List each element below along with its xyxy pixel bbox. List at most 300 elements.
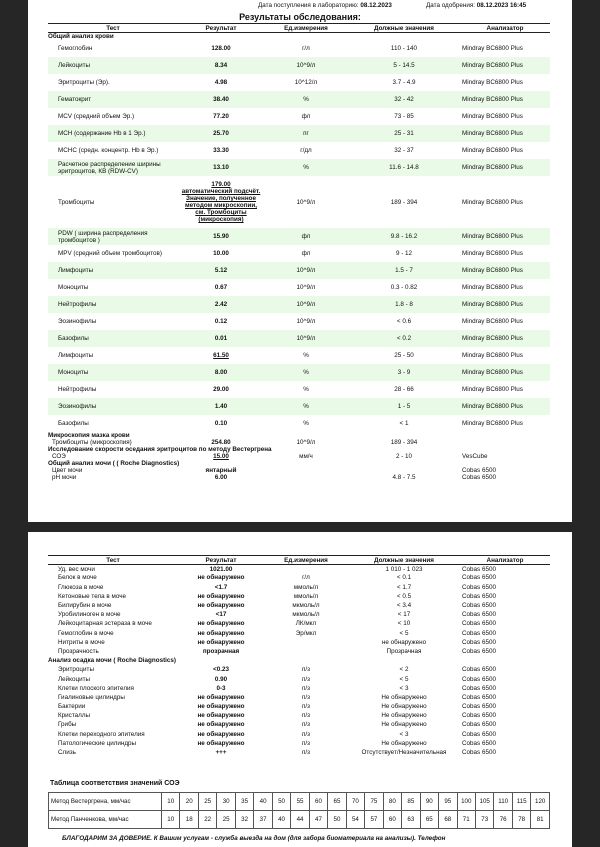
cell-unit: 10^9/л [296,198,316,206]
cell-result: не обнаружено [197,721,245,729]
cell-unit: % [264,364,348,381]
result-row [48,40,550,57]
section-title: Анализ осадка мочи ( Roche Diagnostics) [48,657,177,665]
cell-unit: п/з [301,684,311,692]
cell-result: 13.10 [178,159,264,176]
esr-westergren-cell: 55 [291,793,309,811]
result-row [48,684,550,693]
report-page-1 [28,0,572,522]
cell-unit: ммоль/л [293,592,319,600]
esr-panchenkov-cell: 25 [217,811,235,829]
cell-unit: 10^9/л [296,318,316,325]
esr-westergren-cell: 100 [457,793,475,811]
cell-unit [264,467,348,474]
cell-unit: фл [301,250,311,257]
esr-westergren-cell: 30 [217,793,235,811]
esr-panchenkov-label: Метод Панченкова, мм/час [49,811,162,829]
cell-result: 10.00 [213,250,229,257]
cell-norm: Не обнаружено [381,721,427,729]
result-row [48,638,550,647]
cell-result: не обнаружено [197,712,245,720]
esr-westergren-cell: 25 [198,793,216,811]
cell-unit: фл [264,228,348,245]
cell-test: Лейкоцитарная эстераза в моче [58,620,152,628]
cell-result: 8.34 [178,57,264,74]
cell-test: Лимфоциты [58,352,94,359]
cell-norm: 110 - 140 [390,45,418,52]
result-row [48,279,550,296]
cell-unit: 10^9/л [264,262,348,279]
cell-test: MPV (средний объем тромбоцитов) [58,250,162,257]
cell-norm: 32 - 42 [348,91,460,108]
esr-westergren-cell: 60 [309,793,327,811]
result-row [48,601,550,610]
cell-test: PDW ( ширина распределения тромбоцитов ) [48,228,178,245]
cell-test: Гиалиновые цилиндры [58,693,125,701]
column-header-test: Тест [48,24,178,33]
esr-westergren-cell: 20 [180,793,198,811]
esr-westergren-cell: 80 [383,793,401,811]
result-row [48,108,550,125]
cell-norm: 3.7 - 4.9 [392,79,416,86]
cell-analyzer: Cobas 6500 [462,647,496,655]
cell-analyzer: Cobas 6500 [462,611,496,619]
esr-panchenkov-cell: 78 [512,811,530,829]
cell-norm: < 3.4 [396,602,412,610]
section-title: Общий анализ мочи ( ( Roche Diagnostics) [48,460,180,467]
cell-analyzer: Mindray BC6800 Plus [462,284,523,291]
cell-unit [264,474,348,481]
result-row [48,313,550,330]
cell-analyzer: Cobas 6500 [462,620,496,628]
cell-analyzer: Cobas 6500 [462,629,496,637]
cell-test: Лейкоциты [58,675,91,683]
section-title: Исследование скорости оседания эритроцитов по методу Вестергрена [48,446,272,453]
cell-unit: % [303,420,309,427]
cell-norm: 9 - 12 [395,250,413,257]
cell-norm: Не обнаружено [381,703,427,711]
cell-test: Белок в моче [58,574,97,582]
cell-unit: г/дл [300,147,312,154]
cell-analyzer: Cobas 6500 [462,602,496,610]
result-row [48,398,550,415]
cell-analyzer: Cobas 6500 [462,684,496,692]
esr-panchenkov-cell: 65 [420,811,438,829]
cell-test: pH мочи [52,474,77,481]
report-header [28,2,572,12]
cell-result: 0.67 [214,284,228,291]
cell-test: Нейтрофилы [58,386,97,393]
cell-norm: < 2 [399,666,409,674]
received-date: Дата поступления в лабораторию: 08.12.2023 [258,2,392,9]
section-smear [48,432,550,439]
cell-test: Базофилы [58,420,89,427]
cell-unit: 10^9/л [264,296,348,313]
cell-result: 77.20 [213,113,229,120]
cell-norm: 189 - 394 [390,439,418,446]
result-row [48,245,550,262]
cell-unit: п/з [301,721,311,729]
result-row [48,74,550,91]
result-row [48,228,550,245]
result-row [48,666,550,675]
cell-test: Эритроциты [58,666,94,674]
cell-result: <1.7 [214,583,228,591]
cell-unit: г/л [302,45,310,52]
esr-panchenkov-cell: 57 [365,811,383,829]
cell-result: 1.40 [178,398,264,415]
esr-westergren-cell: 120 [531,793,550,811]
cell-test: Тромбоциты [58,198,95,206]
cell-result: не обнаружено [197,574,245,582]
cell-unit: % [264,398,348,415]
cell-norm: 9.8 - 16.2 [348,228,460,245]
cell-test: Клетки плоского эпителия [58,684,134,692]
cell-unit: п/з [301,739,311,747]
section-blood [48,33,550,41]
cell-unit: % [303,352,309,359]
cell-unit: 10^9/л [296,439,316,446]
esr-panchenkov-cell: 47 [309,811,327,829]
cell-analyzer: Mindray BC6800 Plus [460,398,550,415]
esr-panchenkov-cell: 71 [457,811,475,829]
footer-note: БЛАГОДАРИМ ЗА ДОВЕРИЕ. К Вашим услугам - служба выезда на дом (для забора биоматериала на анализы). Телефон [62,835,446,842]
cell-result: 15.90 [178,228,264,245]
cell-test: Эритроциты (Эр). [58,79,110,86]
cell-test: Уд. вес мочи [58,565,95,573]
cell-unit: ммоль/л [293,583,319,591]
cell-test: Бактерии [58,703,86,711]
esr-panchenkov-cell: 44 [291,811,309,829]
cell-analyzer: Mindray BC6800 Plus [460,159,550,176]
result-row [48,712,550,721]
cell-test: Гемоглобин в моче [58,629,114,637]
cell-analyzer: Cobas 6500 [462,675,496,683]
cell-result: 0.01 [178,330,264,347]
result-row [48,647,550,656]
cell-result: 61.50 [213,352,229,359]
cell-unit: пг [264,125,348,142]
cell-result: +++ [215,749,227,757]
cell-test: Тромбоциты (микроскопия) [52,439,132,446]
cell-norm: < 0.2 [348,330,460,347]
cell-test: Прозрачность [58,647,99,655]
cell-analyzer: Mindray BC6800 Plus [462,386,523,393]
cell-unit: мкмоль/л [292,611,320,619]
result-row [48,467,550,474]
cell-analyzer: Cobas 6500 [462,730,496,738]
cell-norm: 3 - 9 [348,364,460,381]
cell-analyzer: Mindray BC6800 Plus [462,79,523,86]
result-row [48,703,550,712]
cell-analyzer: Cobas 6500 [462,592,496,600]
cell-unit: фл [301,113,311,120]
cell-unit: 10^9/л [296,284,316,291]
column-header-result: Результат [178,24,264,33]
urine-results-table [48,555,550,758]
result-row-esr [48,453,550,460]
cell-test: СОЭ [52,453,66,460]
cell-test: Лейкоциты [48,57,178,74]
result-row [48,574,550,583]
cell-result: не обнаружено [197,703,245,711]
cell-unit: % [303,386,309,393]
cell-analyzer: Cobas 6500 [462,467,496,474]
cell-result: не обнаружено [197,620,245,628]
cell-test: Глюкоза в моче [58,583,104,591]
cell-test: Грибы [58,721,77,729]
cell-norm: Прозрачная [386,647,422,655]
cell-unit: п/з [301,675,311,683]
cell-norm: < 3 [399,684,409,692]
cell-test: Эозинофилы [48,398,178,415]
cell-norm: < 0.5 [396,592,412,600]
cell-analyzer: Mindray BC6800 Plus [460,125,550,142]
cell-test: Патологические цилиндры [58,739,137,747]
esr-westergren-cell: 85 [402,793,420,811]
cell-test: Цвет мочи [52,467,83,474]
esr-table-title: Таблица соответствия значений СОЭ [50,780,180,787]
cell-norm: 4.8 - 7.5 [392,474,416,481]
cell-result: 1021.00 [209,565,233,573]
cell-norm: 5 - 14.5 [348,57,460,74]
result-row [48,296,550,313]
cell-unit: п/з [301,666,311,674]
cell-unit: Эр/мкл [295,629,317,637]
section-title: Микроскопия мазка крови [48,432,130,439]
result-row [48,592,550,601]
cell-norm: 73 - 85 [394,113,414,120]
cell-norm: < 5 [399,675,409,683]
result-row [48,57,550,74]
cell-result: не обнаружено [197,602,245,610]
cell-test: Клетки переходного эпителия [58,730,145,738]
cell-analyzer: Mindray BC6800 Plus [462,420,523,427]
cell-unit: 10^9/л [264,57,348,74]
cell-analyzer: Cobas 6500 [462,721,496,729]
cell-norm: 0.3 - 0.82 [390,284,418,291]
cell-result: <0.23 [213,666,229,674]
cell-norm: 1.8 - 8 [348,296,460,313]
column-header-unit: Ед.измерения [264,556,348,565]
result-row [48,91,550,108]
section-esr [48,446,550,453]
cell-unit: г/л [302,574,310,582]
cell-test: Билирубин в моче [58,602,112,610]
cell-norm: 2 - 10 [395,453,413,460]
esr-panchenkov-cell: 60 [383,811,401,829]
section-title: Общий анализ крови [48,33,114,40]
cell-unit: % [264,91,348,108]
cell-unit: п/з [301,693,311,701]
cell-test: MCV (средний объем Эр.) [58,113,135,120]
esr-panchenkov-cell: 50 [328,811,346,829]
result-row [48,474,550,481]
cell-analyzer: Mindray BC6800 Plus [462,147,523,154]
report-page-2 [28,532,572,847]
cell-analyzer: Mindray BC6800 Plus [462,250,523,257]
result-row [48,159,550,176]
esr-westergren-cell: 70 [346,793,364,811]
result-row [48,748,550,757]
result-row [48,330,550,347]
section-sediment [48,657,550,666]
cell-test: MCH (содержание Hb в 1 Эр.) [48,125,178,142]
esr-panchenkov-cell: 37 [254,811,272,829]
cell-result: 25.70 [178,125,264,142]
cell-result: не обнаружено [197,739,245,747]
esr-westergren-cell: 105 [475,793,493,811]
cell-norm: 28 - 66 [394,386,414,393]
cell-unit: п/з [301,749,311,757]
cell-unit: п/з [301,730,311,738]
esr-westergren-cell: 35 [235,793,253,811]
esr-westergren-cell: 75 [365,793,383,811]
cell-test: Кетоновые тела в моче [58,592,126,600]
esr-panchenkov-cell: 63 [402,811,420,829]
esr-panchenkov-cell: 54 [346,811,364,829]
column-header-norm: Должные значения [348,556,460,565]
cell-analyzer: Cobas 6500 [462,574,496,582]
platelets-note: автоматический подсчёт. Значение, полученное методом микроскопии, см. Тромбоциты (микроскопия) [181,188,261,223]
result-row [48,565,550,574]
cell-result: не обнаружено [197,730,245,738]
result-row [48,583,550,592]
cell-result: 2.42 [178,296,264,313]
cell-result: 33.30 [213,147,229,154]
cell-test: Моноциты [58,284,89,291]
cell-norm: Не обнаружено [381,693,427,701]
cell-test: MCHC (средн. концентр. Hb в Эр.) [58,147,159,154]
esr-westergren-cell: 110 [494,793,512,811]
cell-norm [348,467,460,474]
cell-result: 8.00 [178,364,264,381]
cell-norm: < 1 [399,420,409,427]
cell-test: Расчетное распределение ширины эритроцитов, КВ (RDW-CV) [48,159,178,176]
esr-panchenkov-cell: 81 [531,811,550,829]
cell-analyzer: Cobas 6500 [462,749,496,757]
cell-analyzer: Cobas 6500 [462,565,496,573]
cell-unit: ЛК/мкл [295,620,317,628]
cell-result: 15.00 [213,453,229,460]
cell-analyzer: Cobas 6500 [462,583,496,591]
cell-norm: < 10 [397,620,411,628]
cell-norm: < 17 [397,611,411,619]
cell-analyzer: Cobas 6500 [462,666,496,674]
cell-analyzer: Mindray BC6800 Plus [462,352,523,359]
cell-norm: < 0.1 [396,574,412,582]
cell-test: Нейтрофилы [48,296,178,313]
cell-norm: Не обнаружено [381,712,427,720]
cell-unit: п/з [301,703,311,711]
cell-norm: 25 - 31 [348,125,460,142]
cell-analyzer: Mindray BC6800 Plus [462,318,523,325]
esr-westergren-cell: 95 [439,793,457,811]
result-row [48,347,550,364]
column-header-norm: Должные значения [348,24,460,33]
cell-result: 4.98 [214,79,228,86]
esr-westergren-cell: 115 [512,793,530,811]
cell-norm: < 3 [399,730,409,738]
column-header-test: Тест [48,556,178,565]
result-row [48,675,550,684]
cell-test: Нитриты в моче [58,638,105,646]
cell-analyzer: Mindray BC6800 Plus [460,262,550,279]
cell-test: Эозинофилы [58,318,97,325]
result-row [48,693,550,702]
cell-result: 0-3 [216,684,226,692]
cell-norm: 1 010 - 1 023 [385,565,423,573]
cell-unit [264,647,348,656]
cell-result [178,176,264,228]
cell-analyzer: Cobas 6500 [462,703,496,711]
cell-norm: < 1.7 [396,583,412,591]
result-row [48,620,550,629]
cell-analyzer: Cobas 6500 [462,474,496,481]
cell-norm: Не обнаружено [381,739,427,747]
cell-analyzer: Mindray BC6800 Plus [460,91,550,108]
cell-analyzer: VesCube [462,453,488,460]
esr-panchenkov-cell: 68 [439,811,457,829]
cell-norm: 11.6 - 14.8 [348,159,460,176]
column-header-unit: Ед.измерения [264,24,348,33]
page-title: Результаты обследования: [239,12,361,22]
cell-test: Базофилы [48,330,178,347]
cell-norm: < 0.6 [396,318,412,325]
result-row-smear [48,439,550,446]
cell-unit [264,638,348,647]
column-header-analyzer: Анализатор [460,556,550,565]
cell-analyzer: Mindray BC6800 Plus [462,45,523,52]
esr-panchenkov-cell: 18 [180,811,198,829]
cell-result: не обнаружено [197,693,245,701]
cell-result: 254.80 [211,439,231,446]
esr-westergren-cell: 10 [162,793,180,811]
result-row [48,415,550,432]
cell-test: Моноциты [48,364,178,381]
cell-result: 0.12 [214,318,228,325]
result-row [48,721,550,730]
esr-panchenkov-cell: 10 [162,811,180,829]
cell-norm: 1 - 5 [348,398,460,415]
esr-westergren-cell: 40 [254,793,272,811]
cell-result: 128.00 [211,45,231,52]
result-row [48,262,550,279]
cell-analyzer: Mindray BC6800 Plus [460,228,550,245]
cell-result: 29.00 [213,386,229,393]
cell-norm: не обнаружено [381,638,427,646]
cell-analyzer: Mindray BC6800 Plus [462,198,523,206]
esr-westergren-cell: 65 [328,793,346,811]
cell-unit: % [264,159,348,176]
cell-test: Лимфоциты [48,262,178,279]
result-row [48,611,550,620]
cell-result: не обнаружено [197,629,245,637]
result-row [48,364,550,381]
cell-analyzer: Cobas 6500 [462,638,496,646]
cell-result: 6.00 [214,474,228,481]
cell-norm: 1.5 - 7 [348,262,460,279]
cell-analyzer: Cobas 6500 [462,712,496,720]
esr-panchenkov-cell: 22 [198,811,216,829]
section-urine [48,460,550,467]
cell-norm: 25 - 50 [394,352,414,359]
cell-result: 5.12 [178,262,264,279]
esr-westergren-cell: 90 [420,793,438,811]
cell-analyzer: Cobas 6500 [462,739,496,747]
esr-panchenkov-cell: 73 [475,811,493,829]
cell-result: янтарный [205,467,237,474]
